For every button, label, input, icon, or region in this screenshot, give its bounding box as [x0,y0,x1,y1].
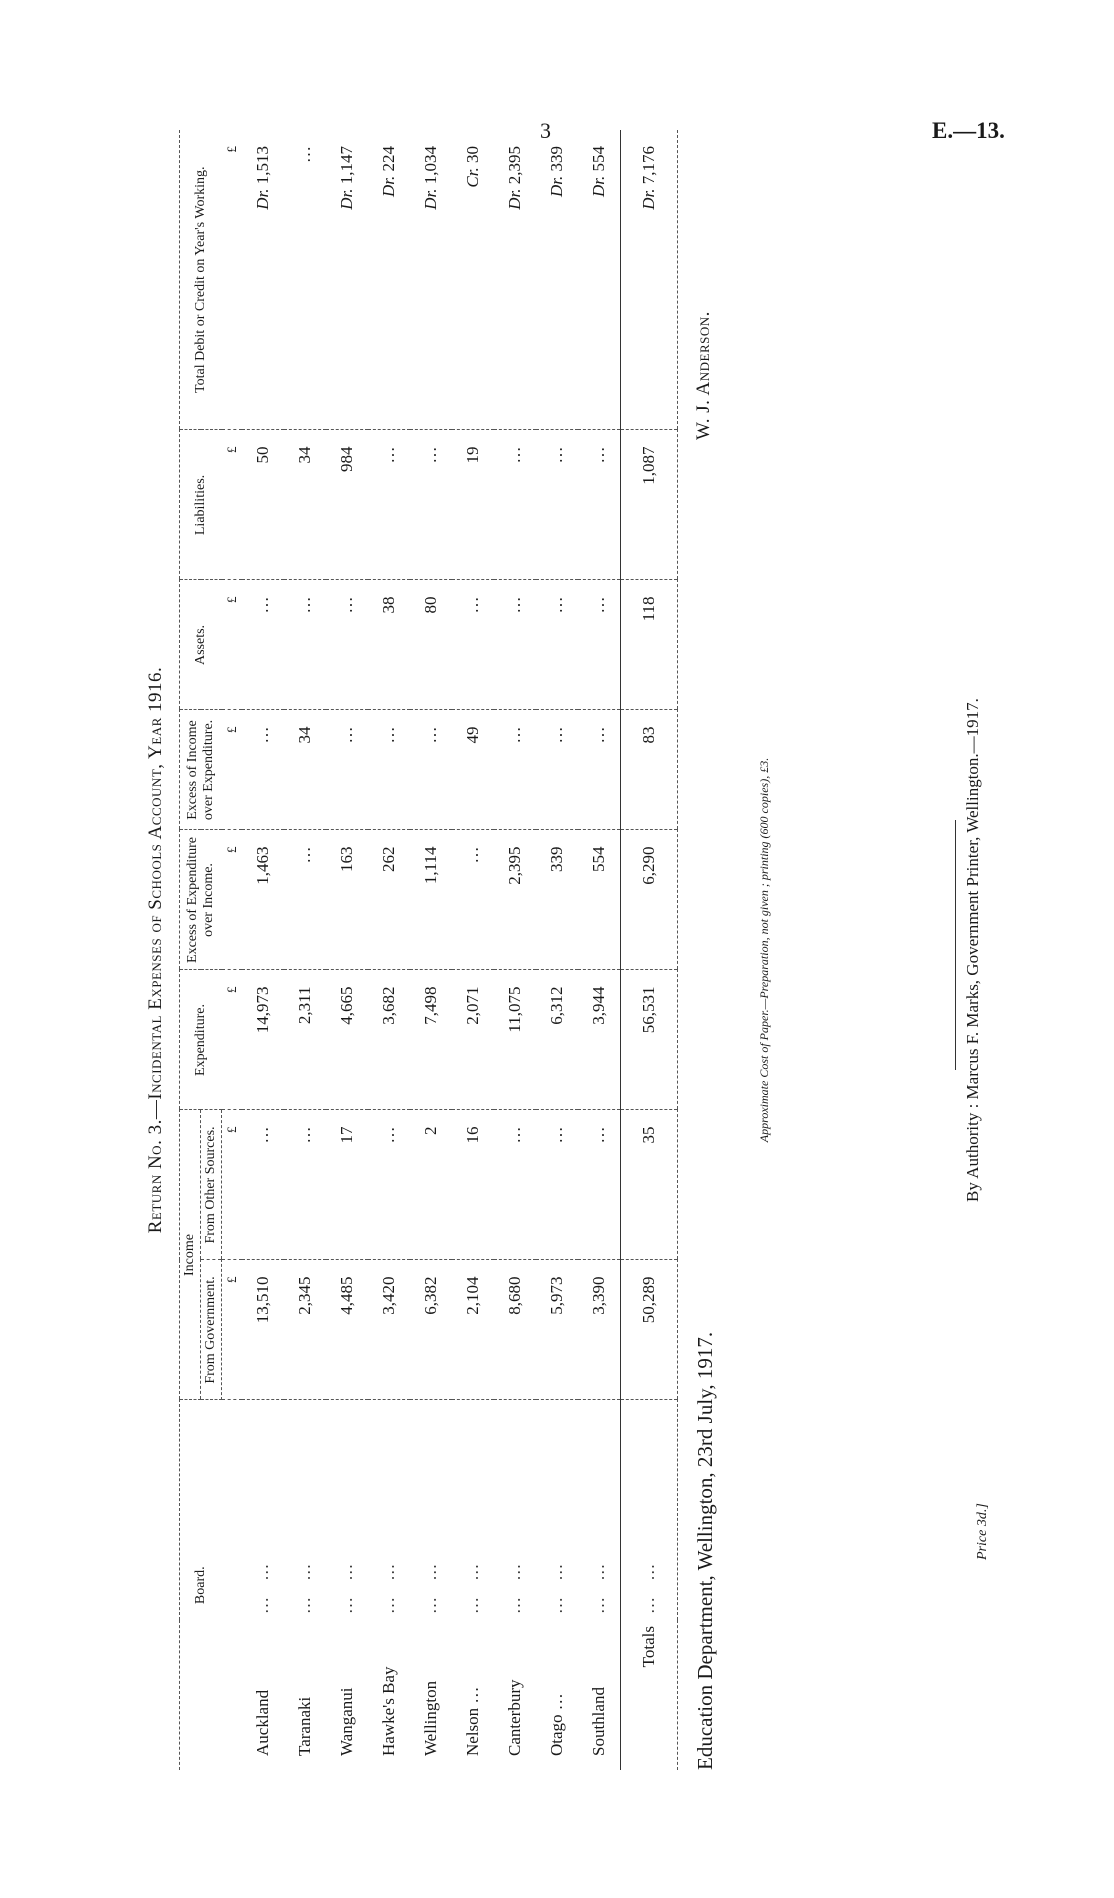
total-value: 1,034 [421,145,441,185]
cell-excess-exp: 1,114 [410,830,452,970]
cell-excess-inc: … [368,710,410,830]
cell-expenditure: 56,531 [621,970,678,1110]
cell-expenditure: 14,973 [242,970,284,1110]
total-value: 339 [547,145,567,172]
cell-excess-inc: … [410,710,452,830]
cell-liabilities: … [494,430,536,580]
unit-row [222,130,243,1770]
cost-note: Approximate Cost of Paper.—Preparation, not given ; printing (600 copies), £3. [757,757,771,1143]
cell-expenditure: 11,075 [494,970,536,1110]
table-row [326,130,368,1770]
cell-excess-inc: … [242,710,284,830]
leader-dots: … … [463,1557,483,1614]
cell-total [494,130,536,430]
cell-excess-exp: 2,395 [494,830,536,970]
col-excess-expenditure: Excess of Expenditure over Income. [180,830,222,970]
unit-symbol: £ [222,130,243,430]
rotated-footer [955,130,1075,1770]
row-board-name: Taranaki [295,1696,315,1756]
unit-symbol: £ [222,830,243,970]
printer-authority: By Authority : Marcus F. Marks, Government Printer, Wellington.—1917. [963,698,982,1202]
cell-excess-exp: 339 [536,830,578,970]
unit-symbol: £ [222,710,243,830]
cell-gov: 3,390 [578,1260,621,1400]
cell-other: … [494,1110,536,1260]
row-board-name: Southland [589,1687,609,1756]
cell-other: 17 [326,1110,368,1260]
report-code: E.—13. [932,118,1005,143]
cell-assets: 118 [621,580,678,710]
table-body [242,130,621,1770]
cell-gov: 50,289 [621,1260,678,1400]
leader-dots: … … [379,1557,399,1614]
title-text: Incidental Expenses of Schools Account, Year 1916. [145,666,166,1100]
row-board-name: Wanganui [337,1687,357,1756]
cell-other: … [242,1110,284,1260]
cell-other: 35 [621,1110,678,1260]
cell-excess-exp: … [284,830,326,970]
row-board-name: Hawke's Bay [379,1666,399,1756]
cell-liabilities: 1,087 [621,430,678,580]
unit-symbol: £ [222,580,243,710]
cell-excess-inc: … [536,710,578,830]
cell-total [326,130,368,430]
unit-symbol: £ [222,1110,243,1260]
cell-excess-exp: 1,463 [242,830,284,970]
unit-symbol: £ [222,430,243,580]
title-prefix: Return No. 3.— [145,1099,166,1234]
cell-total [242,130,284,430]
row-board-name: Otago … [547,1693,567,1756]
col-income: Income [180,1110,201,1400]
expenses-table [179,130,678,1770]
cell-expenditure: 6,312 [536,970,578,1110]
col-liabilities: Liabilities. [180,430,222,580]
cell-excess-inc: 83 [621,710,678,830]
document-title [145,130,167,1770]
table-row [578,130,621,1770]
department-line: Education Department, Wellington, 23rd July, 1917. [693,1331,717,1770]
cell-total [621,130,678,430]
cell-excess-exp: … [452,830,494,970]
cell-assets: … [242,580,284,710]
cell-excess-inc: 49 [452,710,494,830]
cell-expenditure: 4,665 [326,970,368,1110]
total-prefix: Cr. [463,167,483,188]
cell-gov: 2,345 [284,1260,326,1400]
cell-total [536,130,578,430]
cell-expenditure: 3,682 [368,970,410,1110]
cell-other: … [284,1110,326,1260]
cell-expenditure: 7,498 [410,970,452,1110]
col-total: Total Debit or Credit on Year's Working. [180,130,222,430]
total-prefix: Dr. [379,175,399,197]
cell-expenditure: 2,071 [452,970,494,1110]
row-board-name: Auckland [253,1689,273,1756]
cell-other: … [368,1110,410,1260]
total-value: 554 [589,145,609,172]
col-from-other-sources: From Other Sources. [201,1110,222,1260]
table-row [284,130,326,1770]
cell-assets: 80 [410,580,452,710]
cell-liabilities: 19 [452,430,494,580]
cell-liabilities: … [578,430,621,580]
table-row [494,130,536,1770]
cell-assets: … [452,580,494,710]
cell-assets: … [578,580,621,710]
total-prefix: Dr. [253,188,273,210]
leader-dots: … … [621,1400,678,1620]
table-row [410,130,452,1770]
row-board-name: Wellington [421,1680,441,1756]
page-number: 3 [540,118,551,143]
cell-liabilities: 50 [242,430,284,580]
cell-other: … [578,1110,621,1260]
cell-gov: 6,382 [410,1260,452,1400]
authority-rule [955,820,956,1070]
cell-liabilities: … [368,430,410,580]
row-board-name: Nelson … [463,1686,483,1756]
col-excess-income: Excess of Income over Expenditure. [180,710,222,830]
table-row [536,130,578,1770]
cell-liabilities: … [536,430,578,580]
cell-excess-inc: … [494,710,536,830]
cell-excess-exp: 163 [326,830,368,970]
leader-dots: … … [337,1557,357,1614]
unit-symbol: £ [222,970,243,1110]
cell-excess-inc: … [326,710,368,830]
cell-excess-inc: 34 [284,710,326,830]
cell-liabilities: … [410,430,452,580]
cell-total [578,130,621,430]
cell-total [368,130,410,430]
total-value: … [295,145,315,163]
total-prefix: Dr. [505,188,525,210]
total-value: 30 [463,145,483,163]
cell-other: 2 [410,1110,452,1260]
total-prefix: Dr. [589,175,609,197]
col-assets: Assets. [180,580,222,710]
totals-label: Totals [621,1620,678,1770]
cell-gov: 5,973 [536,1260,578,1400]
rotated-document [145,130,785,1770]
cell-total [284,130,326,430]
leader-dots: … … [253,1557,273,1614]
cell-excess-exp: 6,290 [621,830,678,970]
total-prefix: Dr. [421,188,441,210]
cell-gov: 4,485 [326,1260,368,1400]
cell-excess-inc: … [578,710,621,830]
cell-gov: 13,510 [242,1260,284,1400]
cell-liabilities: 34 [284,430,326,580]
row-board-name: Canterbury [505,1679,525,1756]
table-row [368,130,410,1770]
total-value: 1,513 [253,145,273,185]
cell-gov: 2,104 [452,1260,494,1400]
cell-liabilities: 984 [326,430,368,580]
total-value: 224 [379,145,399,172]
leader-dots: … … [589,1557,609,1614]
table-row [242,130,284,1770]
cell-expenditure: 2,311 [284,970,326,1110]
cell-assets: … [536,580,578,710]
total-value: 7,176 [639,145,659,185]
cell-assets: 38 [368,580,410,710]
total-prefix: Dr. [639,188,659,210]
leader-dots: … … [505,1557,525,1614]
table-row [452,130,494,1770]
totals-row [621,130,678,1770]
leader-dots: … … [295,1557,315,1614]
col-board: Board. [180,1400,222,1770]
signature: W. J. Anderson. [693,311,714,440]
cell-excess-exp: 554 [578,830,621,970]
cell-gov: 8,680 [494,1260,536,1400]
leader-dots: … … [547,1557,567,1614]
cell-total [410,130,452,430]
total-prefix: Dr. [547,175,567,197]
cell-other: 16 [452,1110,494,1260]
total-value: 1,147 [337,145,357,185]
cell-assets: … [494,580,536,710]
cell-total [452,130,494,430]
cell-excess-exp: 262 [368,830,410,970]
leader-dots: … … [421,1557,441,1614]
col-from-government: From Government. [201,1260,222,1400]
col-expenditure: Expenditure. [180,970,222,1110]
cell-assets: … [326,580,368,710]
price: Price 3d.] [975,1503,990,1560]
cell-assets: … [284,580,326,710]
cell-other: … [536,1110,578,1260]
total-prefix: Dr. [337,188,357,210]
total-value: 2,395 [505,145,525,185]
cell-expenditure: 3,944 [578,970,621,1110]
unit-symbol: £ [222,1260,243,1400]
cell-gov: 3,420 [368,1260,410,1400]
